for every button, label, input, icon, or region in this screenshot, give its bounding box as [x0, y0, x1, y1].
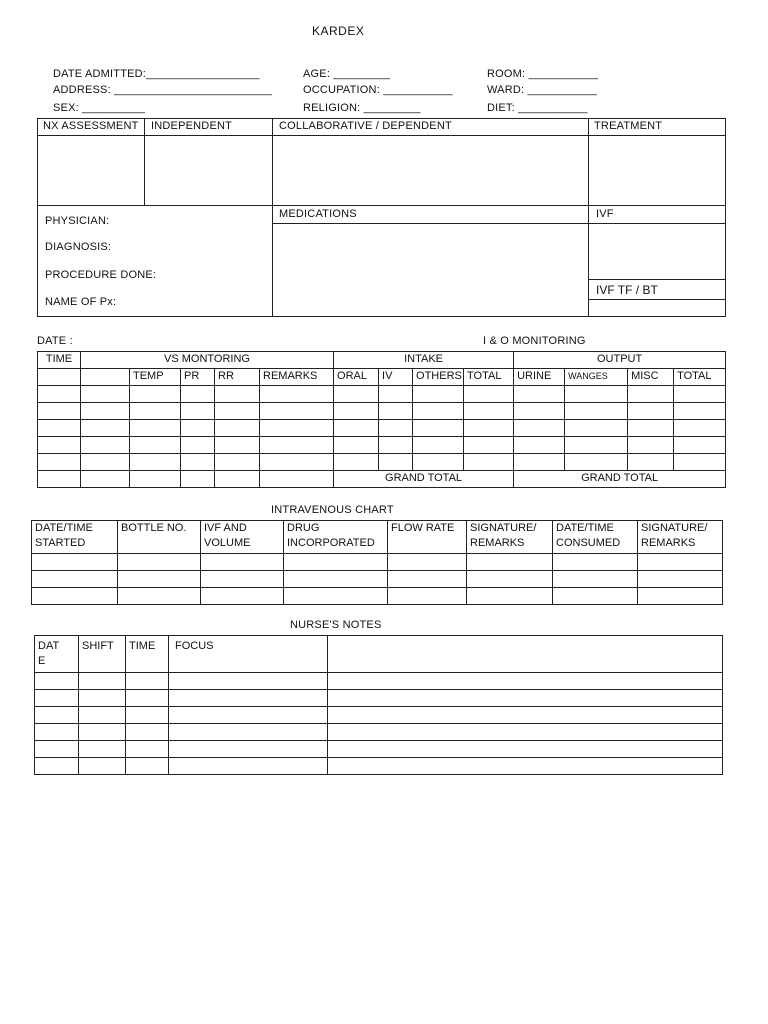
misc-header: MISC: [628, 369, 674, 386]
table-row: [38, 471, 726, 488]
io-monitoring-table: [37, 351, 726, 488]
table-row[interactable]: [35, 724, 723, 741]
room-field[interactable]: ROOM: ___________: [487, 68, 599, 80]
temp-header: TEMP: [130, 369, 181, 386]
nurses-notes-title: NURSE'S NOTES: [290, 619, 382, 631]
religion-field[interactable]: RELIGION: _________: [303, 102, 421, 114]
intake-header: INTAKE: [334, 352, 514, 369]
header-line: VOLUME: [204, 537, 251, 549]
diagnosis-label: DIAGNOSIS:: [45, 241, 112, 253]
monitoring-date-label: DATE :: [37, 335, 73, 347]
table-row[interactable]: [38, 437, 726, 454]
notes-header: [328, 636, 723, 673]
table-row: [32, 521, 723, 554]
collaborative-header: COLLABORATIVE / DEPENDENT: [279, 120, 452, 132]
date-header: [35, 636, 79, 673]
header-line: DATE/TIME: [556, 522, 614, 534]
total-intake-header: TOTAL: [464, 369, 514, 386]
divider: [272, 118, 273, 317]
vs-monitoring-header: VS MONTORING: [81, 352, 334, 369]
physician-label: PHYSICIAN:: [45, 215, 110, 227]
urine-header: URINE: [514, 369, 565, 386]
oral-header: ORAL: [334, 369, 379, 386]
iv-chart-title: INTRAVENOUS CHART: [271, 504, 394, 516]
table-cell[interactable]: [81, 369, 130, 386]
diet-field[interactable]: DIET: ___________: [487, 102, 588, 114]
table-row[interactable]: [32, 571, 723, 588]
header-line: SIGNATURE/: [641, 522, 708, 534]
total-output-header: TOTAL: [674, 369, 726, 386]
focus-header: FOCUS: [169, 636, 328, 673]
header-line: CONSUMED: [556, 537, 621, 549]
date-admitted-field[interactable]: DATE ADMITTED:__________________: [53, 68, 260, 80]
pr-header: PR: [181, 369, 215, 386]
table-row[interactable]: [38, 420, 726, 437]
iv-chart-table: [31, 520, 723, 605]
table-row[interactable]: [35, 707, 723, 724]
drug-header: [284, 521, 388, 554]
procedure-label: PROCEDURE DONE:: [45, 269, 157, 281]
header-line: IVF AND: [204, 522, 247, 534]
page-title: KARDEX: [312, 24, 365, 38]
table-row[interactable]: [38, 403, 726, 420]
header-line: STARTED: [35, 537, 86, 549]
table-row[interactable]: [35, 673, 723, 690]
ivf-volume-header: [201, 521, 284, 554]
header-line: DATE/TIME: [35, 522, 93, 534]
ivf-header: IVF: [596, 208, 614, 220]
intake-grand-total: GRAND TOTAL: [334, 471, 514, 488]
table-row: [38, 352, 726, 369]
sex-field[interactable]: SEX: __________: [53, 102, 146, 114]
time-header: TIME: [38, 352, 81, 369]
independent-header: INDEPENDENT: [151, 120, 233, 132]
ivf-tf-bt-label: IVF TF / BT: [596, 283, 658, 297]
wanges-header: WANGES: [565, 369, 628, 386]
table-row[interactable]: [35, 741, 723, 758]
table-row: [38, 369, 726, 386]
occupation-field[interactable]: OCCUPATION: ___________: [303, 84, 453, 96]
time-header: TIME: [126, 636, 169, 673]
shift-header: SHIFT: [79, 636, 126, 673]
ward-field[interactable]: WARD: ___________: [487, 84, 598, 96]
header-line: DAT: [38, 640, 60, 652]
divider: [37, 135, 726, 136]
date-time-consumed-header: [553, 521, 638, 554]
header-line: E: [38, 655, 46, 667]
header-line: SIGNATURE/: [470, 522, 537, 534]
output-header: OUTPUT: [514, 352, 726, 369]
treatment-header: TREATMENT: [594, 120, 663, 132]
flow-rate-header: FLOW RATE: [388, 521, 467, 554]
address-field[interactable]: ADDRESS: _________________________: [53, 84, 273, 96]
iv-header: IV: [379, 369, 413, 386]
nx-assessment-header: NX ASSESSMENT: [43, 120, 139, 132]
header-line: REMARKS: [641, 537, 696, 549]
header-line: INCORPORATED: [287, 537, 375, 549]
divider: [37, 205, 726, 206]
divider: [588, 118, 589, 317]
table-row[interactable]: [35, 758, 723, 775]
age-field[interactable]: AGE: _________: [303, 68, 391, 80]
name-of-px-label: NAME OF Px:: [45, 296, 117, 308]
bottle-no-header: BOTTLE NO.: [118, 521, 201, 554]
table-cell[interactable]: [38, 369, 81, 386]
divider: [588, 279, 726, 280]
signature-remarks-header: [638, 521, 723, 554]
table-row[interactable]: [32, 554, 723, 571]
header-line: REMARKS: [470, 537, 525, 549]
io-monitoring-title: I & O MONITORING: [483, 335, 586, 347]
remarks-header: REMARKS: [260, 369, 334, 386]
rr-header: RR: [215, 369, 260, 386]
signature-header: [467, 521, 553, 554]
table-row[interactable]: [32, 588, 723, 605]
date-time-started-header: [32, 521, 118, 554]
divider: [588, 299, 726, 300]
table-row[interactable]: [35, 690, 723, 707]
header-line: DRUG: [287, 522, 320, 534]
table-row[interactable]: [38, 386, 726, 403]
divider: [144, 118, 145, 206]
medications-header: MEDICATIONS: [279, 208, 357, 220]
nurses-notes-table: [34, 635, 723, 775]
table-row: [35, 636, 723, 673]
others-header: OTHERS: [413, 369, 464, 386]
table-row[interactable]: [38, 454, 726, 471]
divider: [272, 223, 726, 224]
output-grand-total: GRAND TOTAL: [514, 471, 726, 488]
